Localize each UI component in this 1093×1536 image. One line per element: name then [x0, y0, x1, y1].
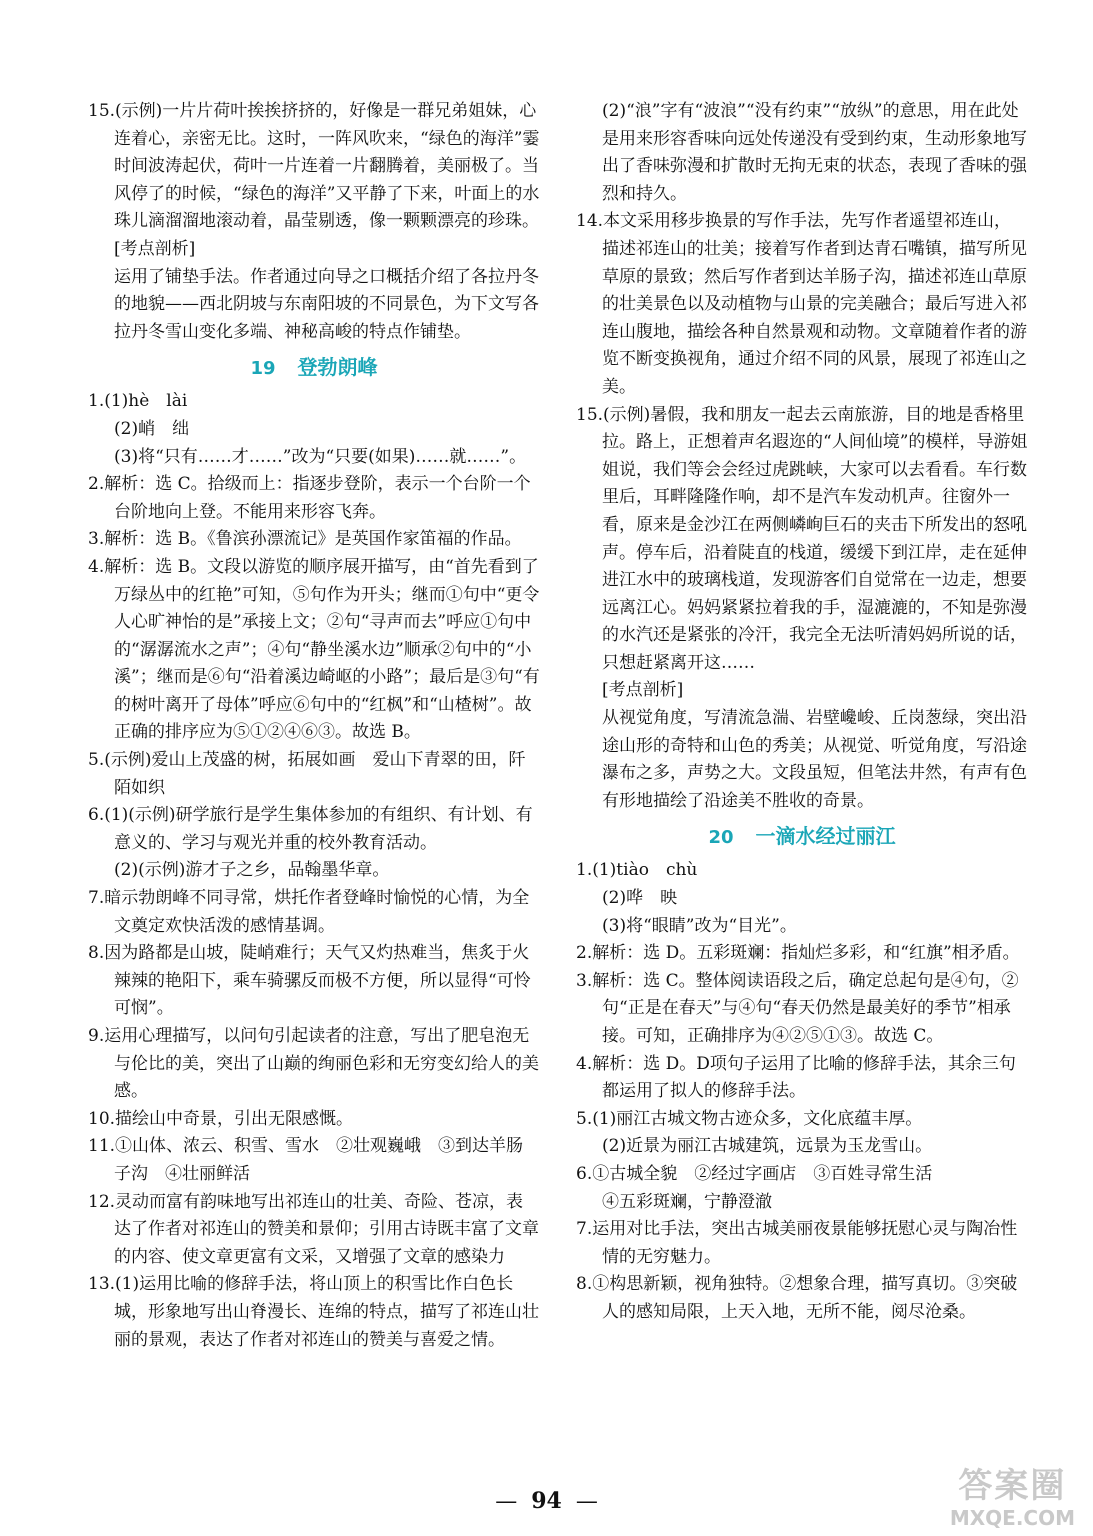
- answer-item: 3.解析：选 B。《鲁滨孙漂流记》是英国作家笛福的作品。: [88, 529, 522, 550]
- left-column: [88, 98, 540, 1354]
- section-title: 登勃朗峰: [297, 355, 378, 380]
- kaodian-text: 运用了铺垫手法。作者通过向导之口概括介绍了各拉丹冬的地貌——西北阴坡与东南阳坡的不同景色，为下文写各拉丹冬雪山变化多端、神秘高峻的特点作铺垫。: [114, 266, 539, 342]
- section-number: 19: [250, 358, 276, 380]
- answer-item: 14.本文采用移步换景的写作手法，先写作者遥望祁连山，描述祁连山的壮美；接着写作者到达青石嘴镇，描写所见草原的景致；然后写作者到达羊肠子沟，描述祁连山草原的壮美景色以及动植物与山景的完美融合；最后写进入祁连山腹地，描绘各种自然景观和动物。文章随着作者的游览不断变换视角，通过介绍不同的风景，展现了祁连山之美。: [576, 211, 1027, 397]
- answer-item: 2.解析：选 C。拾级而上：指逐步登阶，表示一个台阶一个台阶地向上登。不能用来形容飞奔。: [88, 474, 531, 522]
- section-heading-20: [576, 821, 1028, 853]
- answer-subitem: (2)近景为丽江古城建筑，远景为玉龙雪山。: [602, 1136, 933, 1157]
- watermark-line2: MXQE.COM: [949, 1506, 1075, 1530]
- answer-15: 15.(示例)一片片荷叶挨挨挤挤的，好像是一群兄弟姐妹，心连着心，亲密无比。这时，一阵风吹来，“绿色的海洋”霎时间波涛起伏，荷叶一片连着一片翻腾着，美丽极了。当风停了的时候，“绿色的海洋”又平静了下来，叶面上的水珠儿滴溜溜地滚动着，晶莹剔透，像一颗颗漂亮的珍珠。: [88, 101, 540, 232]
- page-footer: [0, 1488, 1093, 1516]
- answer-item: 5.(1)丽江古城文物古迹众多，文化底蕴丰厚。: [576, 1108, 923, 1129]
- section-heading-19: [88, 352, 540, 384]
- watermark-line1: 答案圈: [958, 1466, 1067, 1506]
- right-column: [576, 98, 1028, 1327]
- answer-item: 8.因为路都是山坡，陡峭难行；天气又灼热难当，焦炙于火辣辣的艳阳下，乘车骑骡反而极不方便，所以显得“可怜可悯”。: [88, 943, 531, 1019]
- answer-item: 7.运用对比手法，突出古城美丽夜景能够抚慰心灵与陶冶性情的无穷魅力。: [576, 1219, 1018, 1267]
- answer-item: 6.①古城全貌 ②经过字画店 ③百姓寻常生活: [576, 1163, 933, 1184]
- answer-subitem: (3)将“眼睛”改为“目光”。: [602, 915, 797, 936]
- answer-item: 15.(示例)暑假，我和朋友一起去云南旅游，目的地是香格里拉。路上，正想着声名遐迩的“人间仙境”的模样，导游姐姐说，我们等会会经过虎跳峡，大家可以去看看。车行数里后，耳畔隆隆作响，却不是汽车发动机声。往窗外一看，原来是金沙江在两侧嶙峋巨石的夹击下所发出的怒吼声。停车后，沿着陡直的栈道，缓缓下到江岸，走在延伸进江水中的玻璃栈道，发现游客们自觉常在一边走，想要远离江心。妈妈紧紧拉着我的手，湿漉漉的，不知是弥漫的水汽还是紧张的冷汗，我完全无法听清妈妈所说的话，只想赶紧离开这……: [576, 404, 1028, 673]
- answer-item: 3.解析：选 C。整体阅读语段之后，确定总起句是④句，②句“正是在春天”与④句“春天仍然是最美好的季节”相承接。可知，正确排序为④②⑤①③。故选 C。: [576, 970, 1019, 1046]
- answer-list: [576, 857, 1028, 1326]
- answer-item: 11.①山体、浓云、积雪、雪水 ②壮观巍峨 ③到达羊肠子沟 ④壮丽鲜活: [88, 1136, 524, 1184]
- answer-item: (2)“浪”字有“波浪”“没有约束”“放纵”的意思，用在此处是用来形容香味向远处传递没有受到约束，生动形象地写出了香味弥漫和扩散时无拘无束的状态，表现了香味的强烈和持久。: [602, 101, 1027, 204]
- section-number: 20: [708, 827, 734, 849]
- kaodian-label: [考点剖析]: [114, 238, 196, 259]
- answer-item: 1.(1)tiào chù: [576, 860, 698, 881]
- page-number: 94: [531, 1488, 562, 1514]
- answer-item: 13.(1)运用比喻的修辞手法，将山顶上的积雪比作白色长城，形象地写出山脊漫长、连绵的特点，描写了祁连山壮丽的景观，表达了作者对祁连山的赞美与喜爱之情。: [88, 1274, 539, 1350]
- answer-item: 4.解析：选 B。文段以游览的顺序展开描写，由“首先看到了万绿丛中的红艳”可知，⑤句作为开头；继而①句中“更令人心旷神怡的是”承接上文；②句“寻声而去”呼应①句中的“潺潺流水之声”；④句“静坐溪水边”顺承②句中的“小溪”；继而是⑥句“沿着溪边崎岖的小路”；最后是③句“有的树叶离开了母体”呼应⑥句中的“红枫”和“山楂树”。故正确的排序应为⑤①②④⑥③。故选 B。: [88, 556, 540, 743]
- answer-item: 2.解析：选 D。五彩斑斓：指灿烂多彩，和“红旗”相矛盾。: [576, 943, 1020, 964]
- answer-item: 4.解析：选 D。D项句子运用了比喻的修辞手法，其余三句都运用了拟人的修辞手法。: [576, 1053, 1016, 1102]
- watermark-logo: [950, 1466, 1075, 1530]
- kaodian-text: 从视觉角度，写清流急湍、岩壁巉峻、丘岗葱绿，突出沿途山形的奇特和山色的秀美；从视觉、听觉角度，写沿途瀑布之多，声势之大。文段虽短，但笔法井然，有声有色有形地描绘了沿途美不胜收的奇景。: [602, 708, 1027, 811]
- answer-subitem: (2)哗 映: [602, 888, 678, 909]
- answer-item: 10.描绘山中奇景，引出无限感慨。: [88, 1108, 354, 1129]
- answer-list: [88, 388, 540, 1354]
- answer-subitem: (3)将“只有……才……”改为“只要(如果)……就……”。: [114, 446, 527, 467]
- answer-subitem: (2)(示例)游才子之乡，品翰墨华章。: [114, 860, 390, 881]
- answer-item: 9.运用心理描写，以问句引起读者的注意，写出了肥皂泡无与伦比的美，突出了山巅的绚丽色彩和无穷变幻给人的美感。: [88, 1026, 539, 1102]
- answer-item: 8.①构思新颖，视角独特。②想象合理，描写真切。③突破人的感知局限，上天入地，无所不能，阅尽沧桑。: [576, 1274, 1018, 1322]
- answer-item: 5.(示例)爱山上茂盛的树，拓展如画 爱山下青翠的田，阡陌如织: [88, 750, 526, 798]
- answer-item: 7.暗示勃朗峰不同寻常，烘托作者登峰时愉悦的心情，为全文奠定欢快活泼的感情基调。: [88, 888, 530, 936]
- footer-dash: —: [495, 1489, 518, 1514]
- kaodian-label: [考点剖析]: [602, 680, 684, 701]
- answer-item: 6.(1)(示例)研学旅行是学生集体参加的有组织、有计划、有意义的、学习与观光并重的校外教育活动。: [88, 805, 533, 853]
- answer-subitem: ④五彩斑斓，宁静澄澈: [602, 1191, 772, 1212]
- answer-item: 1.(1)hè lài: [88, 391, 188, 412]
- answer-subitem: (2)峭 绌: [114, 418, 190, 439]
- answer-list: [576, 98, 1028, 677]
- section-title: 一滴水经过丽江: [755, 824, 896, 849]
- answer-item: 12.灵动而富有韵味地写出祁连山的壮美、奇险、苍凉，表达了作者对祁连山的赞美和景仰；引用古诗既丰富了文章的内容、使文章更富有文采，又增强了文章的感染力: [88, 1191, 539, 1267]
- footer-dash: —: [575, 1489, 598, 1514]
